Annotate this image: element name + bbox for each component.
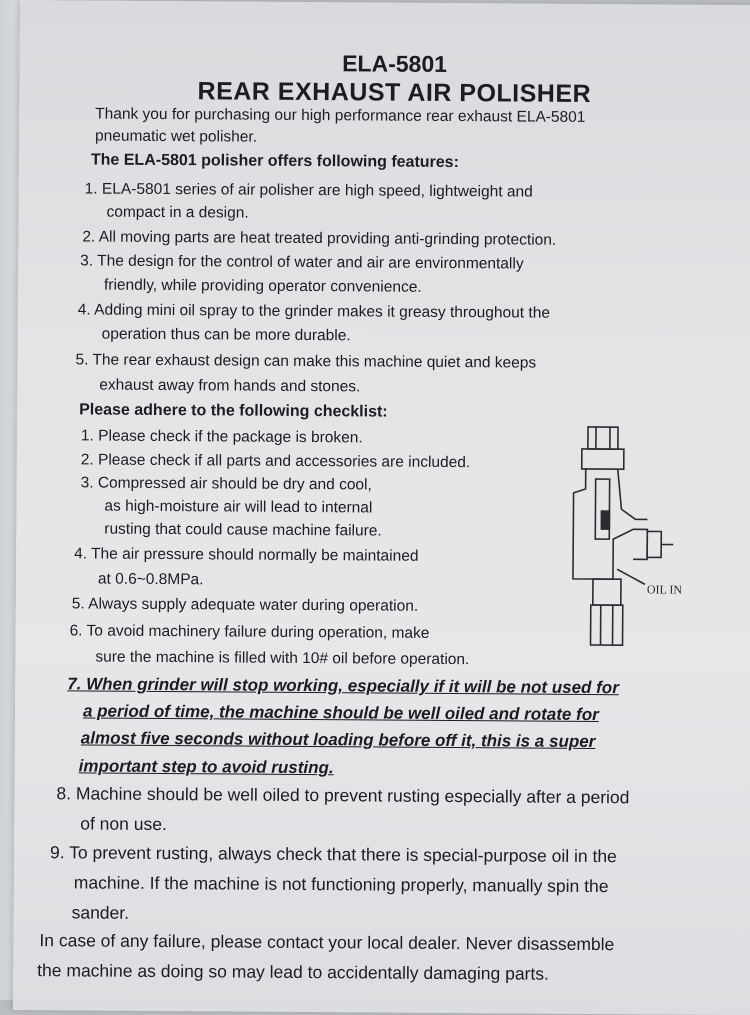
feature-item: compact in a design. xyxy=(106,204,248,223)
important-note: a period of time, the machine should be well oiled and rotate for xyxy=(83,701,599,725)
feature-item: 3. The design for the control of water and air are environmentally xyxy=(80,252,524,273)
features-heading: The ELA-5801 polisher offers following features: xyxy=(91,151,459,172)
feature-item: 1. ELA-5801 series of air polisher are high speed, lightweight and xyxy=(85,180,533,201)
checklist-item: 2. Please check if all parts and accessories are included. xyxy=(81,451,471,472)
checklist-item: sander. xyxy=(72,902,130,923)
checklist-item: of non use. xyxy=(80,813,167,835)
feature-item: operation thus can be more durable. xyxy=(102,326,351,346)
feature-item: 5. The rear exhaust design can make this machine quiet and keeps xyxy=(75,351,536,372)
intro-line: Thank you for purchasing our high performance rear exhaust ELA-5801 xyxy=(95,106,585,127)
product-title: REAR EXHAUST AIR POLISHER xyxy=(19,76,750,110)
important-note: 7. When grinder will stop working, especially if it will be not used for xyxy=(67,674,619,698)
checklist-item: rusting that could cause machine failure. xyxy=(104,521,382,541)
closing-note: In case of any failure, please contact your local dealer. Never disassemble xyxy=(39,930,614,955)
feature-item: friendly, while providing operator convenience. xyxy=(104,277,422,297)
model-title: ELA-5801 xyxy=(19,48,750,80)
checklist-item: sure the machine is filled with 10# oil before operation. xyxy=(95,649,469,670)
checklist-item: 3. Compressed air should be dry and cool, xyxy=(81,474,372,494)
closing-note: the machine as doing so may lead to accidentally damaging parts. xyxy=(37,960,549,985)
checklist-item: machine. If the machine is not functioning properly, manually spin the xyxy=(74,872,609,897)
checklist-item: 9. To prevent rusting, always check that there is special-purpose oil in the xyxy=(50,842,617,867)
intro-line: pneumatic wet polisher. xyxy=(95,128,257,147)
checklist-item: 5. Always supply adequate water during operation. xyxy=(72,595,419,615)
checklist-item: 6. To avoid machinery failure during operation, make xyxy=(70,622,430,643)
checklist-item: 1. Please check if the package is broken. xyxy=(81,427,363,447)
oil-in-label: OIL IN xyxy=(647,582,683,596)
feature-item: 2. All moving parts are heat treated providing anti-grinding protection. xyxy=(82,228,556,249)
oil-inlet-diagram xyxy=(560,419,712,650)
feature-item: exhaust away from hands and stones. xyxy=(99,377,360,397)
feature-item: 4. Adding mini oil spray to the grinder makes it greasy throughout the xyxy=(78,301,550,322)
important-note: important step to avoid rusting. xyxy=(79,756,334,778)
important-note: almost five seconds without loading before off it, this is a super xyxy=(81,728,596,752)
oil-inlet-drawing xyxy=(560,419,712,650)
checklist-item: 4. The air pressure should normally be maintained xyxy=(74,545,418,565)
checklist-item: as high-moisture air will lead to internal xyxy=(104,498,372,518)
checklist-item: at 0.6~0.8MPa. xyxy=(98,571,204,590)
checklist-heading: Please adhere to the following checklist: xyxy=(79,401,388,421)
instruction-sheet xyxy=(13,0,750,1015)
checklist-item: 8. Machine should be well oiled to prevent rusting especially after a period xyxy=(56,783,629,808)
